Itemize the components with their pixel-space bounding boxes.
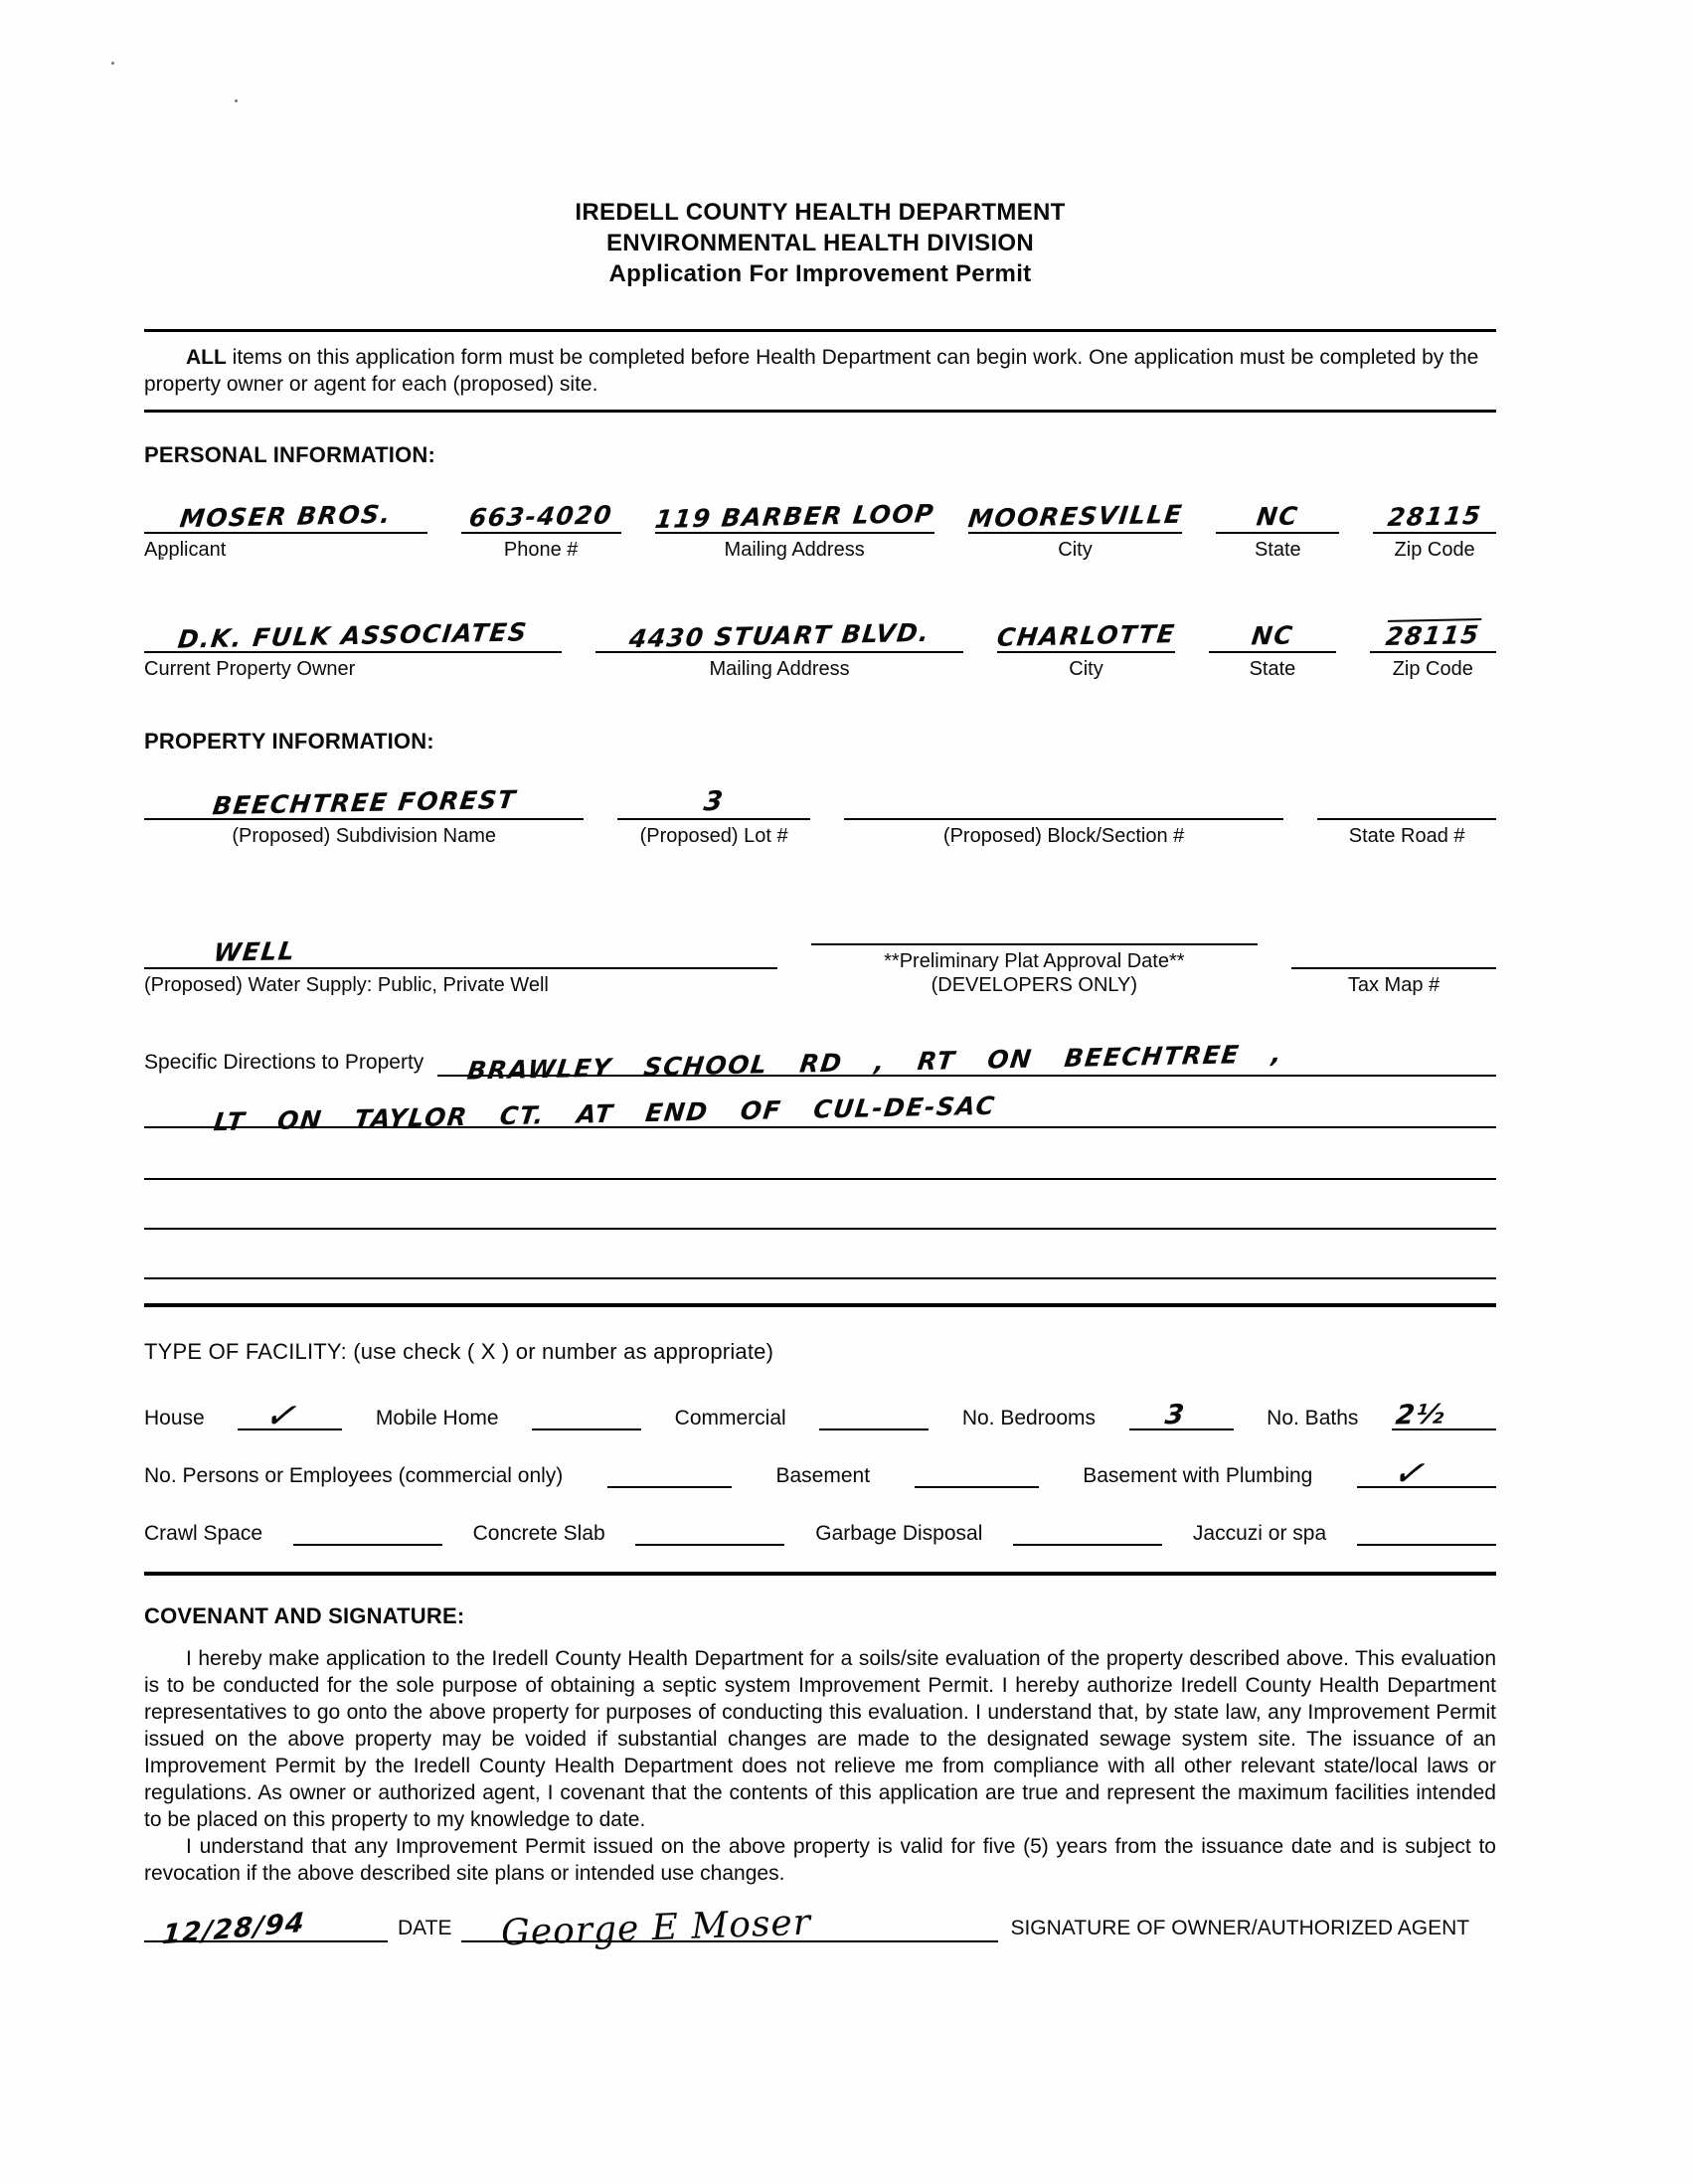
tax-map-label: Tax Map #: [1347, 974, 1440, 996]
blank-line[interactable]: [144, 1228, 1496, 1230]
basement-label: Basement: [775, 1464, 871, 1487]
owner-mailing-address-label: Mailing Address: [709, 658, 850, 680]
form-title-block: [144, 197, 1496, 289]
house-label: House: [144, 1407, 205, 1429]
block-section-label: (Proposed) Block/Section #: [942, 825, 1185, 847]
state-road-field[interactable]: [1317, 778, 1496, 820]
horizontal-rule: [144, 410, 1496, 413]
applicant-label: Applicant: [144, 539, 227, 561]
covenant-paragraph-2: I understand that any Improvement Permit issued on the above property is valid for five (5) years from the issuance date and is subject to revocation if the above described site plans or intended use changes.: [144, 1835, 1496, 1885]
jaccuzi-field[interactable]: [1357, 1520, 1496, 1546]
owner-zip-field[interactable]: 28115: [1370, 611, 1496, 653]
directions-line2-field[interactable]: LT ON TAYLOR CT. AT END OF CUL-DE-SAC: [144, 1094, 1496, 1128]
mobile-home-field[interactable]: [532, 1405, 641, 1430]
owner-city-label: City: [1069, 658, 1103, 680]
covenant-heading: COVENANT AND SIGNATURE:: [144, 1603, 465, 1628]
state-label: State: [1254, 539, 1301, 561]
owner-mailing-address-field[interactable]: 4430 STUART BLVD.: [595, 611, 962, 653]
house-field[interactable]: ✓: [238, 1405, 342, 1430]
concrete-slab-label: Concrete Slab: [472, 1522, 605, 1545]
scan-speck: [111, 62, 114, 65]
plat-approval-field[interactable]: [811, 904, 1258, 945]
instructions-bold: ALL: [186, 346, 227, 369]
blank-line[interactable]: [144, 1178, 1496, 1180]
plat-approval-label: **Preliminary Plat Approval Date**: [884, 950, 1185, 972]
phone-field[interactable]: 663-4020: [461, 492, 621, 534]
phone-label: Phone #: [503, 539, 579, 561]
property-owner-field[interactable]: D.K. FULK ASSOCIATES: [144, 611, 562, 653]
blank-line[interactable]: [144, 1277, 1496, 1279]
zip-label: Zip Code: [1394, 539, 1475, 561]
owner-zip-label: Zip Code: [1392, 658, 1473, 680]
lot-field[interactable]: 3: [617, 778, 810, 820]
date-field[interactable]: 12/28/94: [144, 1905, 388, 1942]
water-supply-label: (Proposed) Water Supply: Public, Private Well: [144, 974, 549, 996]
bedrooms-label: No. Bedrooms: [961, 1407, 1097, 1429]
jaccuzi-label: Jaccuzi or spa: [1192, 1522, 1327, 1545]
basement-field[interactable]: [915, 1462, 1039, 1488]
subdivision-label: (Proposed) Subdivision Name: [232, 825, 497, 847]
applicant-field[interactable]: MOSER BROS.: [144, 492, 427, 534]
crawl-space-field[interactable]: [293, 1520, 442, 1546]
state-road-label: State Road #: [1348, 825, 1465, 847]
section-divider: [144, 1303, 1496, 1307]
commercial-label: Commercial: [674, 1407, 786, 1429]
horizontal-rule: [144, 329, 1496, 332]
plat-approval-sublabel: (DEVELOPERS ONLY): [931, 974, 1138, 996]
state-field[interactable]: NC: [1216, 492, 1339, 534]
section-divider: [144, 1572, 1496, 1576]
owner-city-field[interactable]: CHARLOTTE: [997, 611, 1175, 653]
crawl-space-label: Crawl Space: [144, 1522, 263, 1545]
concrete-slab-field[interactable]: [635, 1520, 784, 1546]
department-title: IREDELL COUNTY HEALTH DEPARTMENT: [575, 199, 1066, 226]
signature-field[interactable]: George E Moser: [461, 1905, 998, 1942]
zip-field[interactable]: 28115: [1373, 492, 1496, 534]
directions-line1-field[interactable]: BRAWLEY SCHOOL RD , RT ON BEECHTREE ,: [437, 1043, 1496, 1077]
owner-state-label: State: [1249, 658, 1296, 680]
garbage-disposal-label: Garbage Disposal: [815, 1522, 983, 1545]
persons-label: No. Persons or Employees (commercial only): [144, 1464, 564, 1487]
instructions-paragraph: [144, 344, 1496, 398]
basement-plumbing-field[interactable]: ✓: [1357, 1462, 1496, 1488]
city-label: City: [1058, 539, 1093, 561]
facility-heading: TYPE OF FACILITY: (use check ( X ) or number as appropriate): [144, 1339, 774, 1364]
city-field[interactable]: MOORESVILLE: [968, 492, 1183, 534]
form-name: Application For Improvement Permit: [608, 260, 1032, 287]
subdivision-field[interactable]: BEECHTREE FOREST: [144, 778, 584, 820]
property-owner-label: Current Property Owner: [144, 658, 356, 680]
division-title: ENVIRONMENTAL HEALTH DIVISION: [605, 230, 1035, 256]
date-label: DATE: [398, 1917, 452, 1939]
block-section-field[interactable]: [844, 778, 1283, 820]
mobile-home-label: Mobile Home: [375, 1407, 499, 1429]
garbage-disposal-field[interactable]: [1013, 1520, 1162, 1546]
signature-label: SIGNATURE OF OWNER/AUTHORIZED AGENT: [1010, 1917, 1470, 1939]
scan-speck: [235, 99, 238, 102]
instructions-text: items on this application form must be completed before Health Department can begin work. One application must be completed by the property owner or agent for each (proposed) site.: [144, 346, 1479, 396]
lot-label: (Proposed) Lot #: [639, 825, 788, 847]
tax-map-field[interactable]: [1291, 927, 1496, 969]
personal-info-heading: PERSONAL INFORMATION:: [144, 442, 436, 467]
covenant-paragraph-1: I hereby make application to the Iredell County Health Department for a soils/site evaluation of the property described above. This evaluation is to be conducted for the sole purpose of obtaining a septic system Improvement Permit. I hereby authorize Iredell County Health Department representatives to go onto the above property for purposes of conducting this evaluation. I understand that, by state law, any Improvement Permit issued on the above property may be voided if substantial changes are made to the designated sewage system site. The issuance of an Improvement Permit by the Iredell County Health Department does not relieve me from compliance with all other relevant state/local laws or regulations. As owner or authorized agent, I covenant that the contents of this application are true and represent the maximum facilities intended to be placed on this property to my knowledge to date.: [144, 1647, 1496, 1831]
baths-field[interactable]: 2½: [1392, 1405, 1496, 1430]
mailing-address-label: Mailing Address: [724, 539, 865, 561]
bedrooms-field[interactable]: 3: [1129, 1405, 1234, 1430]
persons-field[interactable]: [607, 1462, 732, 1488]
commercial-field[interactable]: [819, 1405, 929, 1430]
mailing-address-field[interactable]: 119 BARBER LOOP: [655, 492, 934, 534]
water-supply-field[interactable]: WELL: [144, 927, 777, 969]
baths-label: No. Baths: [1267, 1407, 1359, 1429]
directions-label: Specific Directions to Property: [144, 1051, 424, 1074]
property-info-heading: PROPERTY INFORMATION:: [144, 729, 434, 754]
basement-plumbing-label: Basement with Plumbing: [1083, 1464, 1313, 1487]
owner-state-field[interactable]: NC: [1209, 611, 1335, 653]
